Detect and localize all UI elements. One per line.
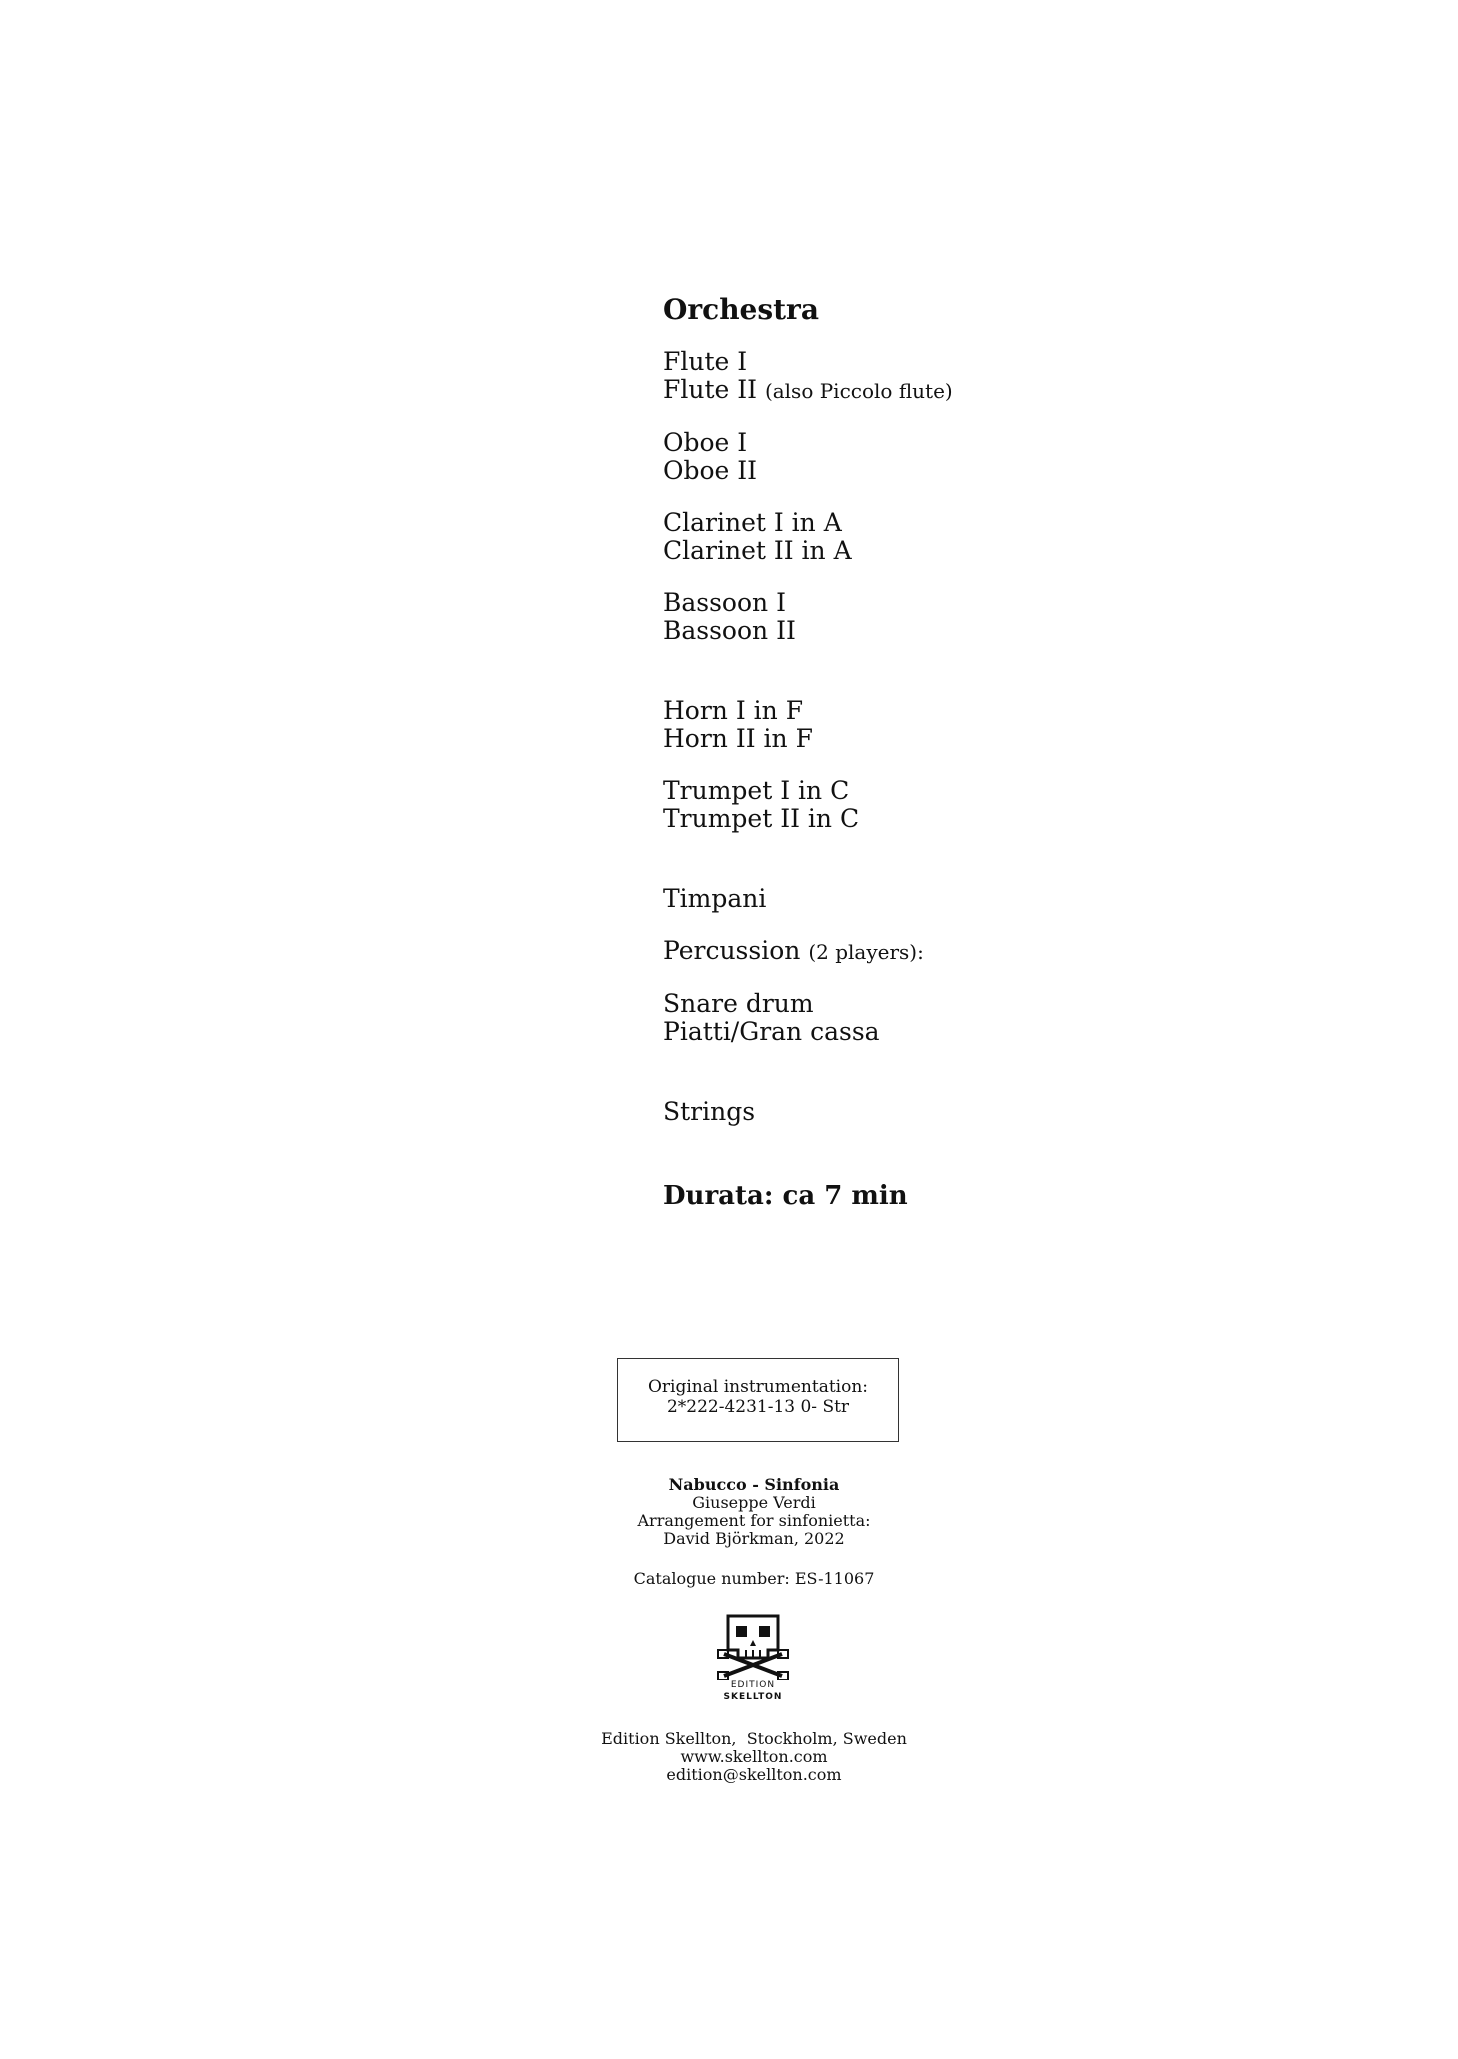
oboe-2: Oboe II (663, 456, 758, 485)
clarinet-2: Clarinet II in A (663, 536, 852, 565)
percussion-group (663, 937, 1183, 966)
percussion-note: (2 players): (808, 940, 924, 964)
horn-group (663, 697, 1183, 753)
bassoon-group (663, 589, 1183, 645)
flute-2-line (663, 376, 1183, 405)
horn-2: Horn II in F (663, 724, 813, 753)
perc-instrument-snare: Snare drum (663, 989, 814, 1018)
publisher-email: edition@skellton.com (666, 1765, 842, 1784)
trumpet-1: Trumpet I in C (663, 776, 850, 805)
publisher-logo (710, 1612, 796, 1704)
credits (529, 1476, 979, 1548)
composer: Giuseppe Verdi (692, 1493, 816, 1512)
publisher-name: Edition Skellton, Stockholm, Sweden (601, 1729, 907, 1748)
duration: Durata: ca 7 min (663, 1181, 908, 1211)
publisher-website: www.skellton.com (680, 1747, 828, 1766)
horn-1: Horn I in F (663, 696, 804, 725)
trumpet-2: Trumpet II in C (663, 804, 860, 833)
flute-2-note: (also Piccolo flute) (764, 379, 953, 403)
clarinet-1: Clarinet I in A (663, 508, 842, 537)
oboe-1: Oboe I (663, 428, 748, 457)
trumpet-group (663, 777, 1183, 833)
original-instrumentation-box (617, 1358, 899, 1442)
percussion-line (663, 937, 1183, 966)
clarinet-group (663, 509, 1183, 565)
instrumentation-list (663, 290, 1183, 1214)
timpani-group (663, 885, 1183, 913)
bassoon-2: Bassoon II (663, 616, 796, 645)
catalogue-number: Catalogue number: ES-11067 (633, 1569, 875, 1588)
timpani: Timpani (663, 884, 767, 913)
arrangement-label: Arrangement for sinfonietta: (637, 1511, 871, 1530)
flute-1: Flute I (663, 347, 748, 376)
arranger: David Björkman, 2022 (663, 1529, 845, 1548)
work-title: Nabucco - Sinfonia (668, 1475, 840, 1494)
logo-line-2: SKELLTON (723, 1692, 783, 1702)
percussion: Percussion (663, 936, 801, 965)
skull-crossbones-icon (710, 1612, 796, 1680)
original-instrumentation-label: Original instrumentation: (647, 1377, 869, 1397)
publisher-info (529, 1730, 979, 1784)
strings: Strings (663, 1097, 756, 1126)
bassoon-1: Bassoon I (663, 588, 786, 617)
original-instrumentation-code: 2*222-4231-13 0- Str (666, 1397, 850, 1417)
flute-2: Flute II (663, 375, 757, 404)
perc-instruments-group (663, 990, 1183, 1046)
strings-group (663, 1098, 1183, 1126)
logo-line-1: EDITION (730, 1680, 776, 1690)
oboe-group (663, 429, 1183, 485)
orchestra-heading: Orchestra (663, 293, 819, 326)
flute-group (663, 348, 1183, 405)
perc-instrument-piatti: Piatti/Gran cassa (663, 1017, 880, 1046)
